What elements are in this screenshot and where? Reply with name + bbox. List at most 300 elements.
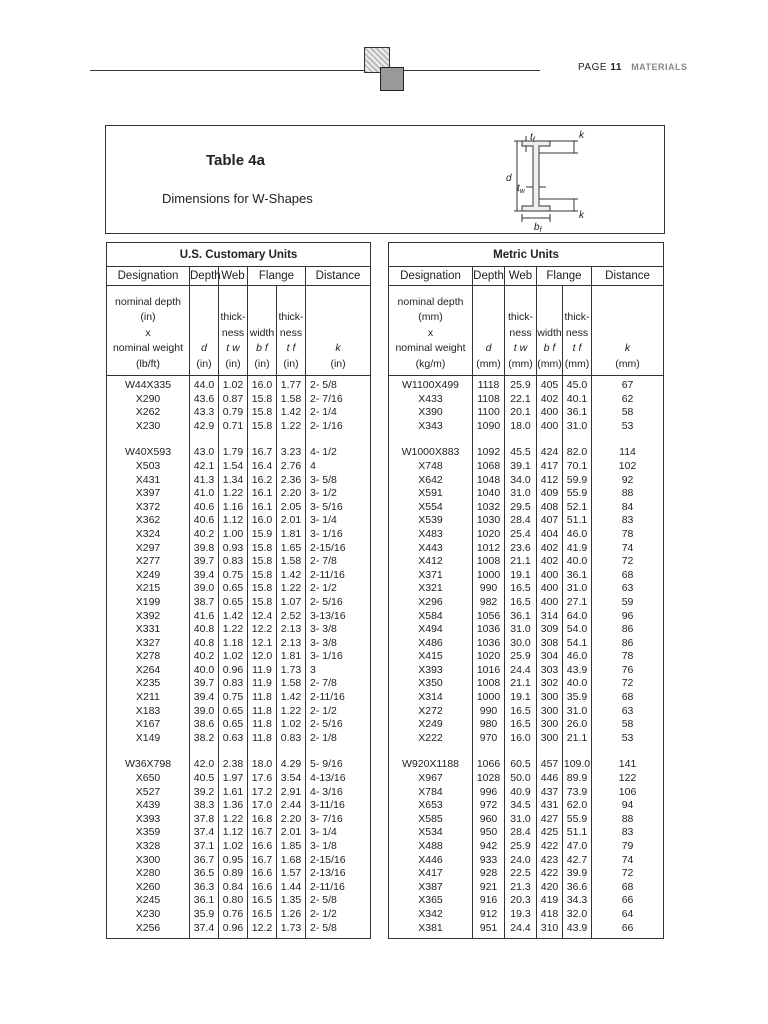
metric-cell-web: 31.0 [505,487,537,501]
us-cell-web: 0.65 [219,596,248,610]
metric-cell-fthick: 89.9 [563,772,592,786]
table-row [107,569,371,583]
us-cell-designation: X290 [107,393,190,407]
metric-cell-fthick: 41.9 [563,542,592,556]
page-number [578,62,688,73]
metric-cell-width: 437 [537,786,563,800]
metric-cell-width: 422 [537,840,563,854]
metric-cell-fthick: 109.0 [563,755,592,772]
table-row [107,854,371,868]
metric-cell-fthick: 55.9 [563,813,592,827]
svg-text:tw [517,183,526,195]
us-cell-width: 16.2 [248,474,277,488]
metric-cell-designation: X365 [389,894,473,908]
us-cell-designation: X249 [107,569,190,583]
metric-cell-fthick: 32.0 [563,908,592,922]
metric-cell-web: 20.1 [505,406,537,420]
metric-cell-designation: X433 [389,393,473,407]
us-cell-depth: 42.1 [190,460,219,474]
us-cell-fthick: 1.22 [277,705,306,719]
us-cell-fthick: 1.22 [277,420,306,437]
us-cell-web: 0.75 [219,569,248,583]
metric-cell-designation: W920X1188 [389,755,473,772]
us-cell-depth: 38.2 [190,732,219,749]
us-cell-web: 0.83 [219,677,248,691]
metric-cell-fthick: 82.0 [563,443,592,460]
us-cell-designation: X215 [107,582,190,596]
metric-cell-depth: 980 [473,718,505,732]
metric-cell-fthick: 43.9 [563,664,592,678]
us-cell-width: 16.5 [248,908,277,922]
us-cell-depth: 41.0 [190,487,219,501]
us-cell-designation: X211 [107,691,190,705]
table-row [389,840,664,854]
us-cell-k: 2- 7/8 [306,555,371,569]
metric-cell-width: 407 [537,514,563,528]
us-cell-depth: 42.9 [190,420,219,437]
us-cell-fthick: 1.42 [277,691,306,705]
us-desc-designation-line: nominal depth [115,295,181,308]
us-cell-width: 12.4 [248,610,277,624]
metric-cell-width: 425 [537,826,563,840]
us-desc-fthick [277,286,306,376]
table-row [107,420,371,437]
metric-cell-designation: X321 [389,582,473,596]
us-cell-designation: X199 [107,596,190,610]
us-cell-web: 0.71 [219,420,248,437]
us-cell-k: 3- 1/4 [306,514,371,528]
metric-cell-depth: 916 [473,894,505,908]
metric-cell-web: 24.0 [505,854,537,868]
table-row [389,922,664,939]
us-cell-fthick: 1.65 [277,542,306,556]
us-cell-web: 0.87 [219,393,248,407]
us-desc-width-line: width [249,326,275,339]
us-desc-depth [190,286,219,376]
metric-desc-fthick [563,286,592,376]
table-row [389,637,664,651]
us-cell-width: 16.8 [248,813,277,827]
table-row [389,443,664,460]
us-cell-designation: X431 [107,474,190,488]
metric-cell-depth: 1036 [473,637,505,651]
diag-d: d [506,173,512,184]
us-cell-k: 4-13/16 [306,772,371,786]
table-row [107,826,371,840]
metric-cell-width: 419 [537,894,563,908]
metric-cell-web: 24.4 [505,664,537,678]
us-desc-designation-line: x [145,326,151,339]
us-cell-width: 18.0 [248,755,277,772]
us-cell-fthick: 2.76 [277,460,306,474]
us-cell-k: 2- 1/2 [306,582,371,596]
table-row [389,623,664,637]
us-cell-designation: W40X593 [107,443,190,460]
metric-cell-width: 417 [537,460,563,474]
metric-cell-web: 19.1 [505,569,537,583]
metric-cell-k: 78 [592,650,664,664]
table-title: Table 4a [206,152,265,169]
metric-cell-fthick: 70.1 [563,460,592,474]
metric-cell-web: 21.3 [505,881,537,895]
us-gap-cell [190,436,219,443]
us-cell-designation: X397 [107,487,190,501]
metric-cell-fthick: 54.1 [563,637,592,651]
metric-cell-depth: 990 [473,705,505,719]
table-row [389,555,664,569]
table-row [389,786,664,800]
us-cell-fthick: 2.01 [277,826,306,840]
us-cell-fthick: 3.54 [277,772,306,786]
metric-cell-fthick: 27.1 [563,596,592,610]
metric-cell-fthick: 36.6 [563,881,592,895]
metric-cell-designation: X488 [389,840,473,854]
metric-cell-depth: 960 [473,813,505,827]
table-row [107,867,371,881]
metric-cell-k: 66 [592,894,664,908]
us-cell-designation: X439 [107,799,190,813]
us-cell-web: 2.38 [219,755,248,772]
us-cell-fthick: 1.42 [277,406,306,420]
metric-cell-depth: 1032 [473,501,505,515]
metric-cell-depth: 951 [473,922,505,939]
table-row [107,786,371,800]
metric-cell-fthick: 52.1 [563,501,592,515]
table-row [107,732,371,749]
us-cell-depth: 40.0 [190,664,219,678]
table-row [389,894,664,908]
us-cell-k: 3- 3/8 [306,637,371,651]
us-cell-depth: 37.4 [190,826,219,840]
metric-cell-width: 304 [537,650,563,664]
table-row [107,542,371,556]
us-gap-cell [107,436,190,443]
us-cell-depth: 39.4 [190,569,219,583]
table-row [389,514,664,528]
us-cell-depth: 39.7 [190,555,219,569]
metric-desc-fthick-line: ness [565,326,589,339]
metric-cell-designation: X249 [389,718,473,732]
us-desc-web [219,286,248,376]
table-row [107,894,371,908]
metric-desc-designation-line: nominal depth [397,295,464,308]
us-cell-web: 1.02 [219,650,248,664]
diag-tw: t [517,183,520,194]
metric-cell-k: 63 [592,582,664,596]
table-row [389,376,664,393]
us-group [107,755,371,938]
us-cell-depth: 40.8 [190,623,219,637]
metric-cell-k: 63 [592,705,664,719]
us-cell-width: 11.8 [248,732,277,749]
us-cell-web: 1.97 [219,772,248,786]
metric-cell-depth: 1020 [473,528,505,542]
metric-cell-k: 94 [592,799,664,813]
us-cell-depth: 36.1 [190,894,219,908]
us-cell-designation: X327 [107,637,190,651]
page-label: PAGE [578,62,608,73]
table-row [389,406,664,420]
metric-cell-width: 424 [537,443,563,460]
metric-cell-fthick: 46.0 [563,650,592,664]
us-col-designation: Designation [107,267,190,286]
us-cell-fthick: 1.44 [277,881,306,895]
us-cell-fthick: 2.20 [277,813,306,827]
metric-desc-web-line: ness [509,326,532,339]
us-cell-web: 0.79 [219,406,248,420]
us-desc-designation [107,286,190,376]
us-cell-web: 1.02 [219,840,248,854]
us-cell-width: 15.8 [248,569,277,583]
us-cell-depth: 36.5 [190,867,219,881]
table-subtitle: Dimensions for W-Shapes [162,191,313,206]
us-desc-fthick-line: (in) [283,357,299,370]
us-cell-width: 16.6 [248,881,277,895]
metric-cell-web: 16.5 [505,705,537,719]
us-cell-web: 1.22 [219,487,248,501]
us-cell-web: 1.22 [219,813,248,827]
metric-gap-cell [473,748,505,755]
us-cell-web: 0.96 [219,664,248,678]
us-cell-fthick: 1.58 [277,677,306,691]
metric-desc-depth-line: (mm) [476,357,501,370]
us-cell-fthick: 2.36 [277,474,306,488]
us-desc-designation-line: (in) [140,311,156,323]
metric-cell-k: 59 [592,596,664,610]
metric-desc-k-line: k [624,342,631,354]
us-cell-k: 2-11/16 [306,569,371,583]
table-row [389,393,664,407]
metric-cell-depth: 1048 [473,474,505,488]
us-cell-designation: X260 [107,881,190,895]
us-cell-width: 17.0 [248,799,277,813]
metric-cell-web: 34.5 [505,799,537,813]
metric-cell-web: 16.0 [505,732,537,749]
us-cell-width: 15.8 [248,542,277,556]
metric-cell-k: 83 [592,826,664,840]
metric-cell-fthick: 26.0 [563,718,592,732]
us-cell-fthick: 1.77 [277,376,306,393]
us-cell-k: 2-15/16 [306,542,371,556]
us-desc-web-line: t w [226,342,240,354]
table-row [389,826,664,840]
table-row [107,501,371,515]
us-cell-width: 11.9 [248,677,277,691]
us-cell-k: 2- 7/8 [306,677,371,691]
metric-cell-depth: 982 [473,596,505,610]
us-cell-web: 0.93 [219,542,248,556]
metric-cell-depth: 950 [473,826,505,840]
us-cell-depth: 37.4 [190,922,219,939]
us-gap-cell [107,748,190,755]
metric-cell-designation: X539 [389,514,473,528]
metric-cell-width: 422 [537,867,563,881]
us-cell-depth: 43.6 [190,393,219,407]
metric-cell-k: 122 [592,772,664,786]
diag-bf-sub: f [539,227,542,234]
us-cell-width: 16.1 [248,487,277,501]
metric-gap-cell [563,436,592,443]
us-cell-fthick: 1.73 [277,922,306,939]
table-row [389,908,664,922]
metric-cell-k: 114 [592,443,664,460]
metric-cell-k: 102 [592,460,664,474]
us-desc-web-line: (in) [225,357,241,370]
header-rule [90,70,540,71]
metric-cell-width: 310 [537,922,563,939]
metric-cell-k: 68 [592,569,664,583]
metric-cell-k: 62 [592,393,664,407]
metric-cell-width: 400 [537,596,563,610]
table-row [107,460,371,474]
us-cell-k: 4- 3/16 [306,786,371,800]
metric-desc-designation [389,286,473,376]
us-cell-k: 2- 1/2 [306,705,371,719]
us-cell-web: 0.95 [219,854,248,868]
us-caption: U.S. Customary Units [107,243,371,267]
metric-cell-k: 67 [592,376,664,393]
metric-cell-designation: X393 [389,664,473,678]
metric-cell-designation: X412 [389,555,473,569]
us-cell-width: 15.8 [248,406,277,420]
us-cell-web: 1.12 [219,826,248,840]
metric-cell-width: 314 [537,610,563,624]
us-cell-width: 11.8 [248,705,277,719]
us-cell-web: 1.34 [219,474,248,488]
metric-cell-web: 34.0 [505,474,537,488]
metric-cell-k: 141 [592,755,664,772]
us-cell-designation: X230 [107,908,190,922]
metric-cell-web: 25.4 [505,528,537,542]
us-cell-k: 3- 7/16 [306,813,371,827]
us-cell-k: 2- 1/16 [306,420,371,437]
us-cell-designation: X503 [107,460,190,474]
metric-gap-cell [389,436,473,443]
diag-tf: t [530,132,533,143]
us-cell-k: 2-11/16 [306,691,371,705]
us-cell-k: 3- 5/8 [306,474,371,488]
us-cell-k: 4 [306,460,371,474]
metric-cell-designation: X653 [389,799,473,813]
metric-cell-k: 66 [592,922,664,939]
metric-cell-designation: X343 [389,420,473,437]
table-row [389,677,664,691]
svg-text:bf [534,222,543,234]
us-cell-k: 2-13/16 [306,867,371,881]
us-cell-web: 1.00 [219,528,248,542]
metric-cell-depth: 942 [473,840,505,854]
table-row [107,443,371,460]
table-row [389,596,664,610]
us-cell-designation: X324 [107,528,190,542]
metric-cell-k: 76 [592,664,664,678]
us-cell-web: 1.18 [219,637,248,651]
metric-cell-designation: W1100X499 [389,376,473,393]
metric-cell-fthick: 21.1 [563,732,592,749]
metric-cell-web: 28.4 [505,826,537,840]
us-cell-depth: 39.2 [190,786,219,800]
us-customary-table [106,242,371,939]
metric-cell-fthick: 31.0 [563,420,592,437]
metric-desc-k-line: (mm) [615,357,640,370]
metric-cell-depth: 1056 [473,610,505,624]
us-cell-width: 16.0 [248,376,277,393]
us-cell-designation: X393 [107,813,190,827]
metric-cell-web: 16.5 [505,582,537,596]
us-cell-depth: 38.7 [190,596,219,610]
us-cell-depth: 35.9 [190,908,219,922]
us-cell-designation: W44X335 [107,376,190,393]
metric-cell-designation: X494 [389,623,473,637]
metric-cell-fthick: 35.9 [563,691,592,705]
metric-cell-width: 409 [537,487,563,501]
us-cell-k: 2- 5/16 [306,596,371,610]
metric-cell-fthick: 59.9 [563,474,592,488]
us-cell-depth: 40.8 [190,637,219,651]
table-row [389,610,664,624]
us-cell-width: 16.0 [248,514,277,528]
metric-desc-width-line: (mm) [537,357,562,370]
us-cell-web: 0.65 [219,705,248,719]
diag-k-bottom: k [579,210,584,221]
us-cell-width: 15.8 [248,555,277,569]
table-row [107,474,371,488]
us-cell-fthick: 2.91 [277,786,306,800]
metric-cell-width: 402 [537,542,563,556]
metric-cell-depth: 1118 [473,376,505,393]
us-cell-k: 2- 5/8 [306,922,371,939]
table-row [107,528,371,542]
us-cell-designation: X230 [107,420,190,437]
us-cell-k: 2-11/16 [306,881,371,895]
us-cell-depth: 38.3 [190,799,219,813]
us-cell-web: 0.65 [219,718,248,732]
us-cell-designation: X235 [107,677,190,691]
us-cell-web: 0.80 [219,894,248,908]
metric-cell-designation: X417 [389,867,473,881]
metric-group [389,376,664,437]
us-cell-web: 1.22 [219,623,248,637]
table-row [389,582,664,596]
table-row [107,623,371,637]
metric-cell-k: 106 [592,786,664,800]
table-row [389,755,664,772]
us-cell-designation: X149 [107,732,190,749]
table-row [389,867,664,881]
us-cell-k: 2- 5/16 [306,718,371,732]
metric-cell-width: 308 [537,637,563,651]
table-row [107,813,371,827]
metric-cell-width: 405 [537,376,563,393]
table-row [389,528,664,542]
metric-cell-width: 457 [537,755,563,772]
us-cell-designation: X183 [107,705,190,719]
metric-desc-designation-line: x [427,326,434,339]
us-cell-designation: X328 [107,840,190,854]
metric-cell-web: 25.9 [505,840,537,854]
metric-gap-cell [505,748,537,755]
table-row [107,650,371,664]
us-desc-depth-line: (in) [196,357,212,370]
metric-cell-width: 400 [537,582,563,596]
table-row [389,420,664,437]
us-cell-designation: X362 [107,514,190,528]
metric-cell-fthick: 46.0 [563,528,592,542]
metric-cell-fthick: 40.0 [563,555,592,569]
us-gap-cell [248,748,277,755]
us-desc-depth-line: d [201,342,207,354]
us-cell-k: 3- 3/8 [306,623,371,637]
